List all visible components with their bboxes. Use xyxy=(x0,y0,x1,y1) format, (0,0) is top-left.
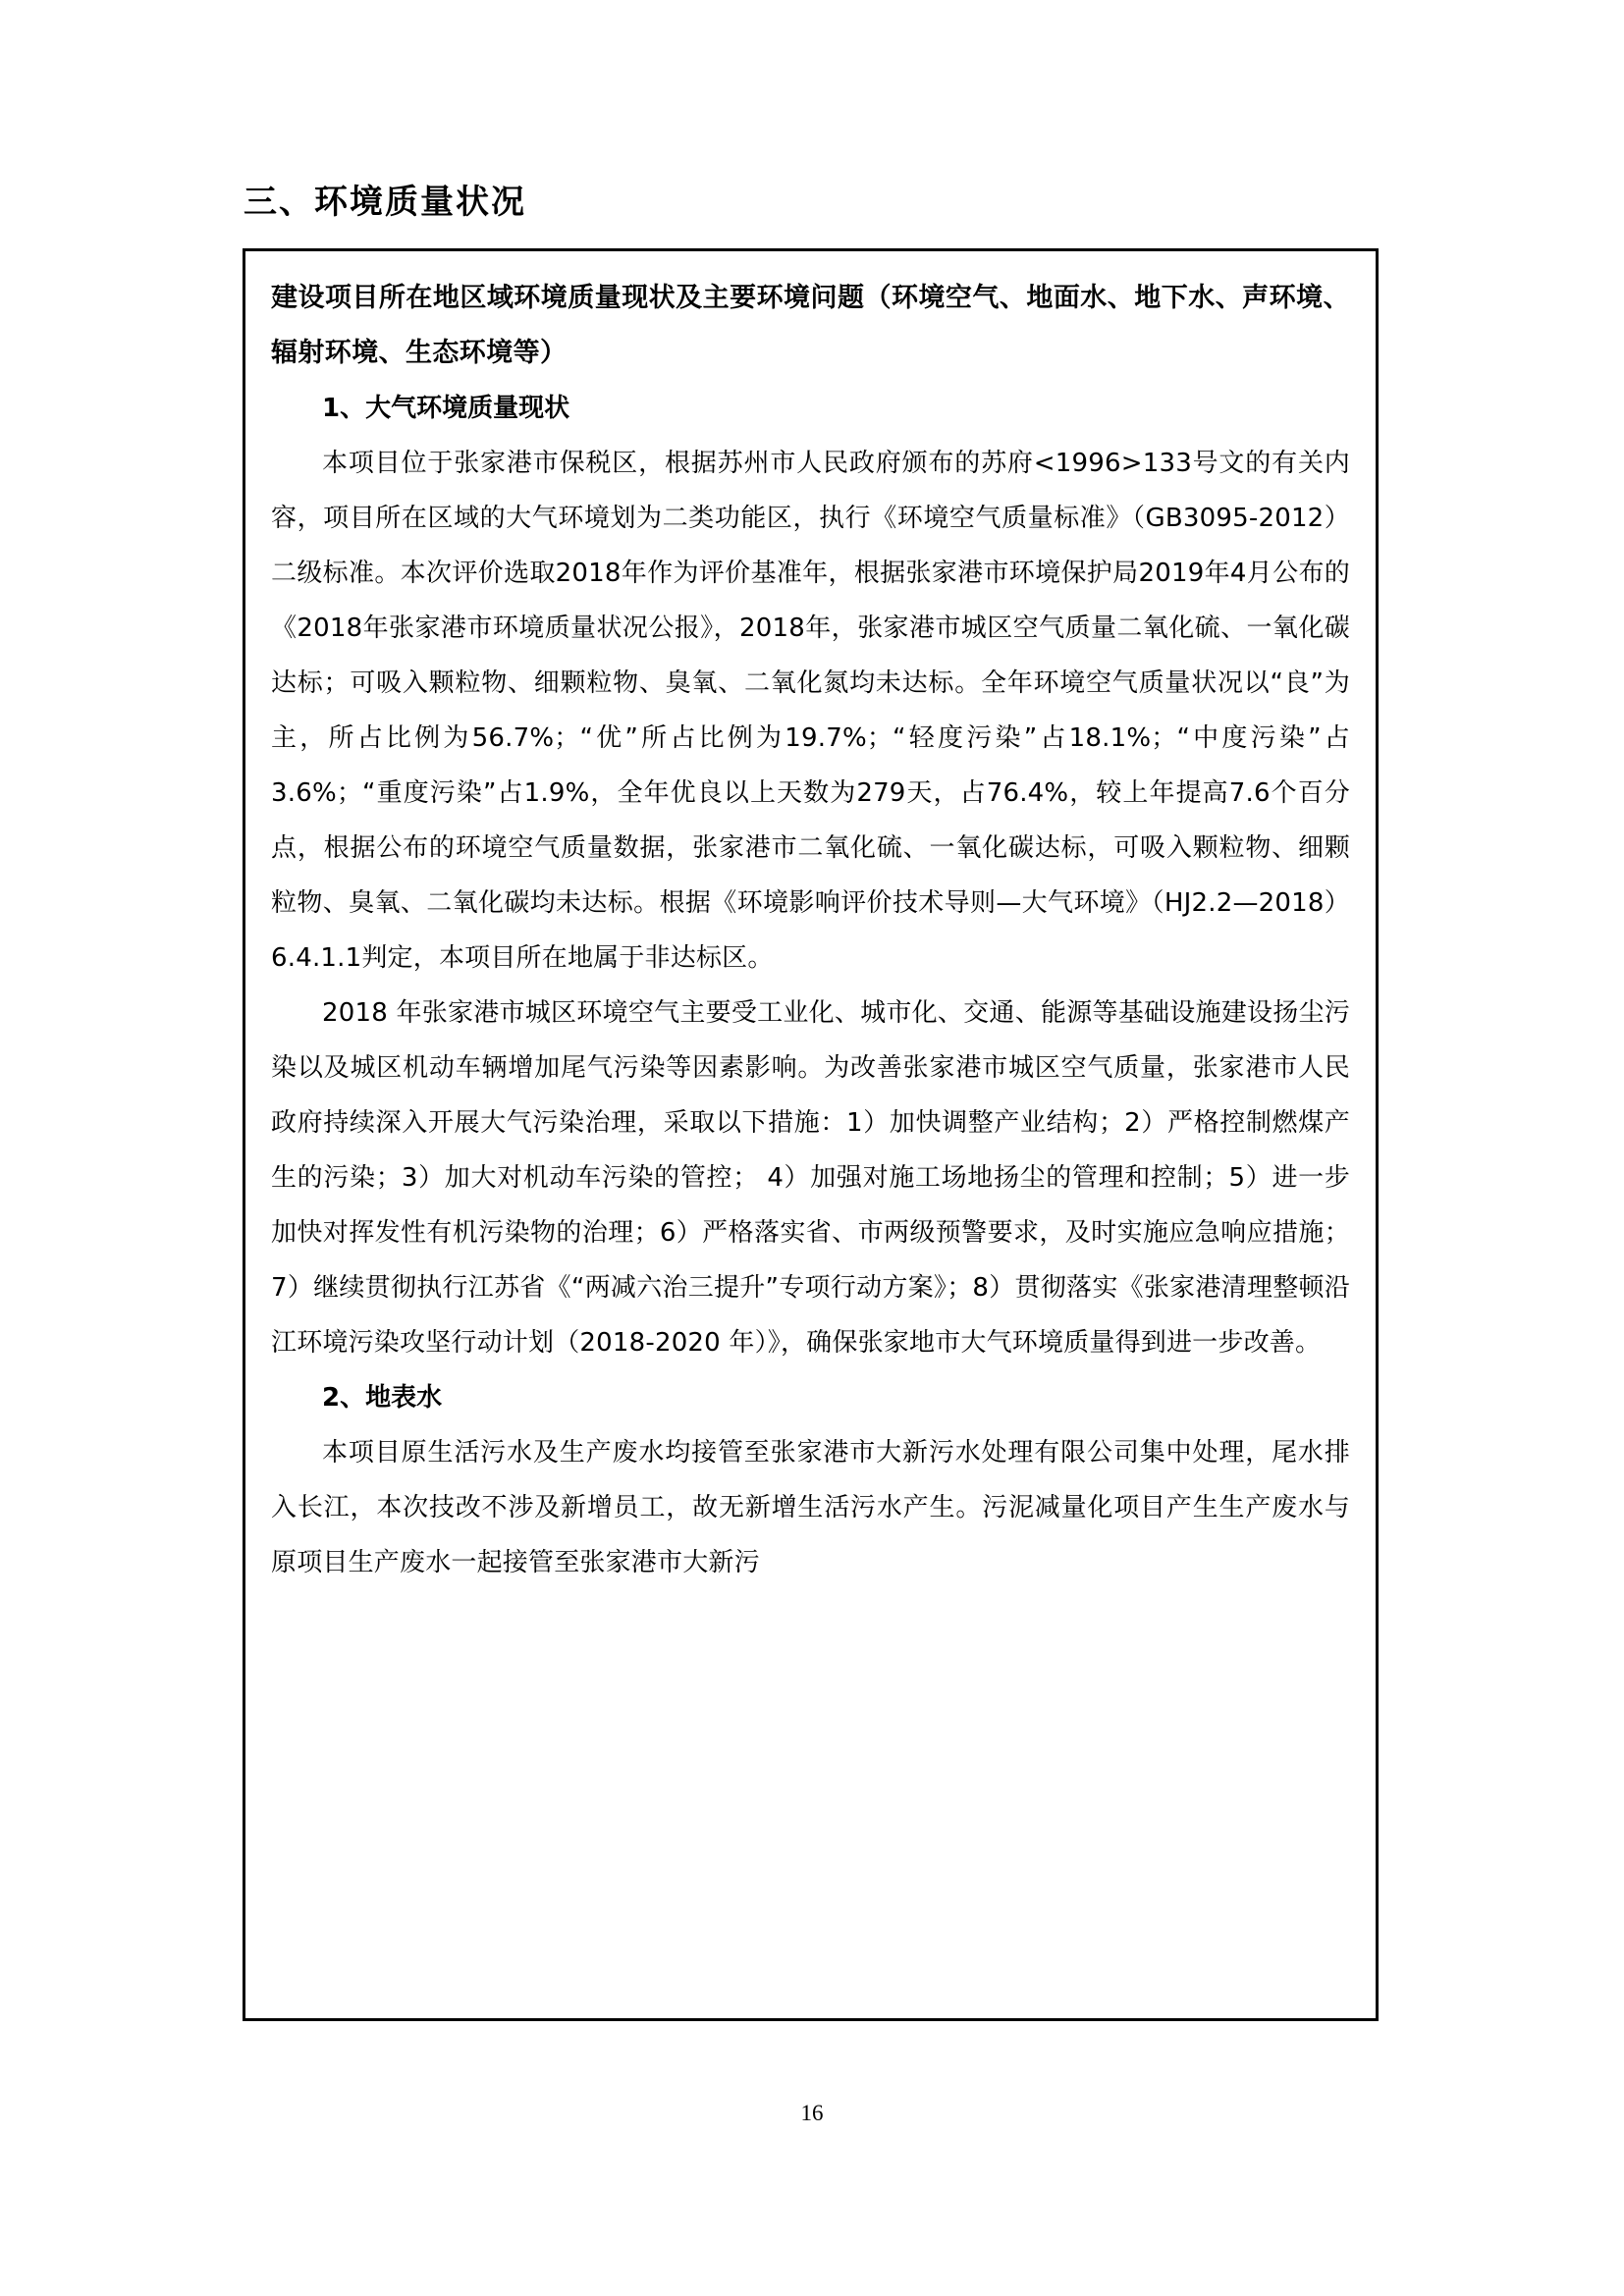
box-title: 建设项目所在地区域环境质量现状及主要环境问题（环境空气、地面水、地下水、声环境、辐射环境、生态环境等） xyxy=(271,283,1350,368)
content-box xyxy=(243,248,1379,2021)
page-title: 三、环境质量状况 xyxy=(244,183,526,222)
subheading-surface-water: 2、地表水 xyxy=(322,1383,443,1413)
paragraph-surface-water: 本项目原生活污水及生产废水均接管至张家港市大新污水处理有限公司集中处理，尾水排入长江，本次技改不涉及新增员工，故无新增生活污水产生。污泥减量化项目产生生产废水与原项目生产废水一起接管至张家港市大新污 xyxy=(271,1438,1350,1577)
subheading-air-quality: 1、大气环境质量现状 xyxy=(322,394,570,423)
paragraph-air-quality-status: 本项目位于张家港市保税区，根据苏州市人民政府颁布的苏府<1996>133号文的有关内容，项目所在区域的大气环境划为二类功能区，执行《环境空气质量标准》（GB3095-2012）二级标准。本次评价选取2018年作为评价基准年，根据张家港市环境保护局2019年4月公布的《2018年张家港市环境质量状况公报》，2018年，张家港市城区空气质量二氧化硫、一氧化碳达标；可吸入颗粒物、细颗粒物、臭氧、二氧化氮均未达标。全年环境空气质量状况以“良”为主，所占比例为56.7%；“优”所占比例为19.7%；“轻度污染”占18.1%；“中度污染”占3.6%；“重度污染”占1.9%，全年优良以上天数为279天，占76.4%，较上年提高7.6个百分点，根据公布的环境空气质量数据，张家港市二氧化硫、一氧化碳达标，可吸入颗粒物、细颗粒物、臭氧、二氧化碳均未达标。根据《环境影响评价技术导则—大气环境》（HJ2.2—2018）6.4.1.1判定，本项目所在地属于非达标区。 xyxy=(271,449,1350,973)
page-number: 16 xyxy=(800,2101,824,2125)
paragraph-air-pollution-measures: 2018 年张家港市城区环境空气主要受工业化、城市化、交通、能源等基础设施建设扬尘污染以及城区机动车辆增加尾气污染等因素影响。为改善张家港市城区空气质量，张家港市人民政府持续深入开展大气污染治理，采取以下措施：1）加快调整产业结构；2）严格控制燃煤产生的污染；3）加大对机动车污染的管控； 4）加强对施工场地扬尘的管理和控制；5）进一步加快对挥发性有机污染物的治理；6）严格落实省、市两级预警要求，及时实施应急响应措施；7）继续贯彻执行江苏省《“两减六治三提升”专项行动方案》；8）贯彻落实《张家港清理整顿沿江环境污染攻坚行动计划（2018-2020 年）》，确保张家地市大气环境质量得到进一步改善。 xyxy=(271,998,1350,1358)
